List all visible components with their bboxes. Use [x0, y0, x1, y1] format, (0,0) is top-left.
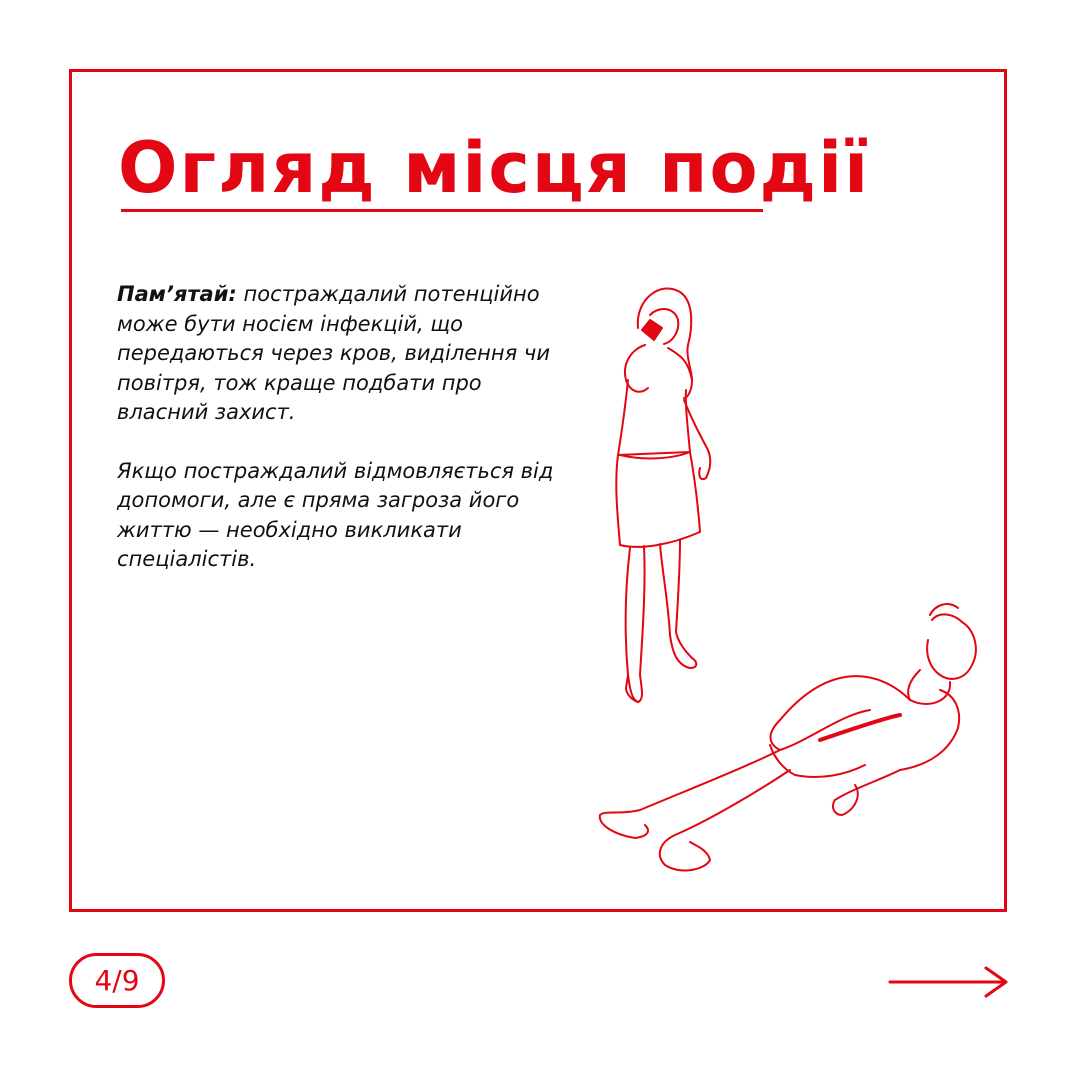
reminder-text: постраждалий потенційно може бути носієм інфекцій, що передаються через кров, виділення чи повітря, тож краще подбати про власний захист. — [117, 282, 550, 424]
body-text — [117, 280, 567, 604]
next-arrow-icon[interactable] — [886, 964, 1012, 1000]
scene-illustration — [580, 270, 1000, 890]
page-title: Огляд місця події — [118, 127, 871, 209]
standing-woman-figure — [616, 288, 710, 702]
refusal-paragraph: Якщо постраждалий відмовляється від допомоги, але є пряма загроза його життю — необхідно викликати спеціалістів. — [117, 458, 554, 571]
reminder-paragraph — [117, 280, 567, 428]
page-indicator: 4/9 — [69, 953, 165, 1008]
lying-man-figure — [600, 604, 976, 870]
reminder-label: Пам’ятай: — [117, 282, 237, 306]
title-underline — [121, 209, 763, 212]
